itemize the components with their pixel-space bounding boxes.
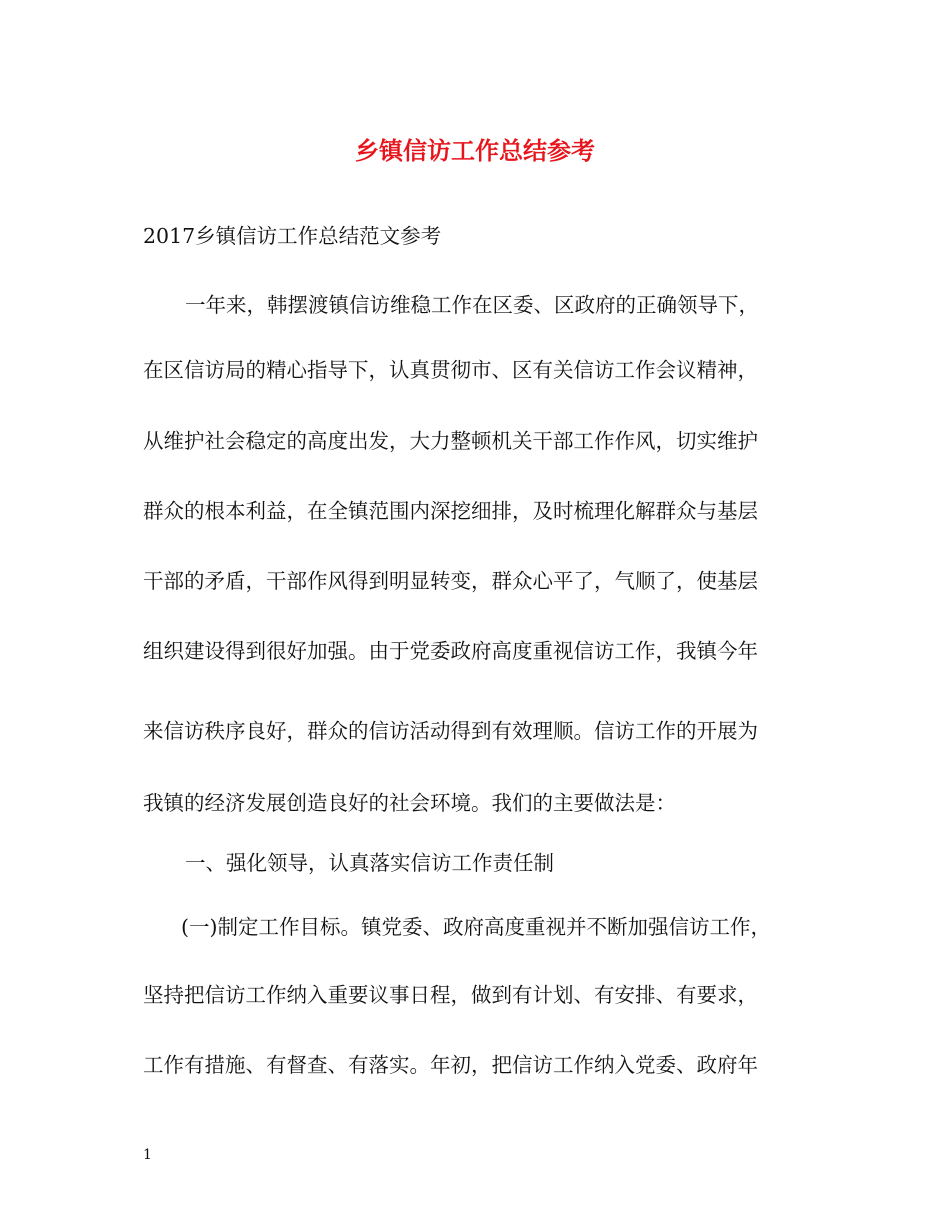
paragraph-line-5: 干部的矛盾，干部作风得到明显转变，群众心平了，气顺了，使基层: [143, 569, 758, 593]
paragraph-line-11: 工作有措施、有督查、有落实。年初，把信访工作纳入党委、政府年: [143, 1053, 758, 1077]
paragraph-line-7: 来信访秩序良好，群众的信访活动得到有效理顺。信访工作的开展为: [143, 719, 758, 743]
paragraph-line-9: (一)制定工作目标。镇党委、政府高度重视并不断加强信访工作，: [181, 915, 771, 939]
section-heading: 一、强化领导，认真落实信访工作责任制: [185, 851, 554, 875]
document-subtitle: 2017乡镇信访工作总结范文参考: [143, 224, 442, 248]
document-title: 乡镇信访工作总结参考: [355, 136, 595, 165]
page-number: 1: [143, 1147, 152, 1163]
paragraph-line-1: 一年来，韩摆渡镇信访维稳工作在区委、区政府的正确领导下，: [185, 293, 759, 317]
paragraph-line-8: 我镇的经济发展创造良好的社会环境。我们的主要做法是：: [143, 791, 676, 815]
paragraph-line-3: 从维护社会稳定的高度出发，大力整顿机关干部工作作风，切实维护: [143, 429, 758, 453]
paragraph-line-10: 坚持把信访工作纳入重要议事日程，做到有计划、有安排、有要求，: [143, 983, 758, 1007]
paragraph-line-4: 群众的根本利益，在全镇范围内深挖细排，及时梳理化解群众与基层: [143, 499, 758, 523]
paragraph-line-6: 组织建设得到很好加强。由于党委政府高度重视信访工作，我镇今年: [143, 639, 758, 663]
paragraph-line-2: 在区信访局的精心指导下，认真贯彻市、区有关信访工作会议精神，: [143, 358, 758, 382]
